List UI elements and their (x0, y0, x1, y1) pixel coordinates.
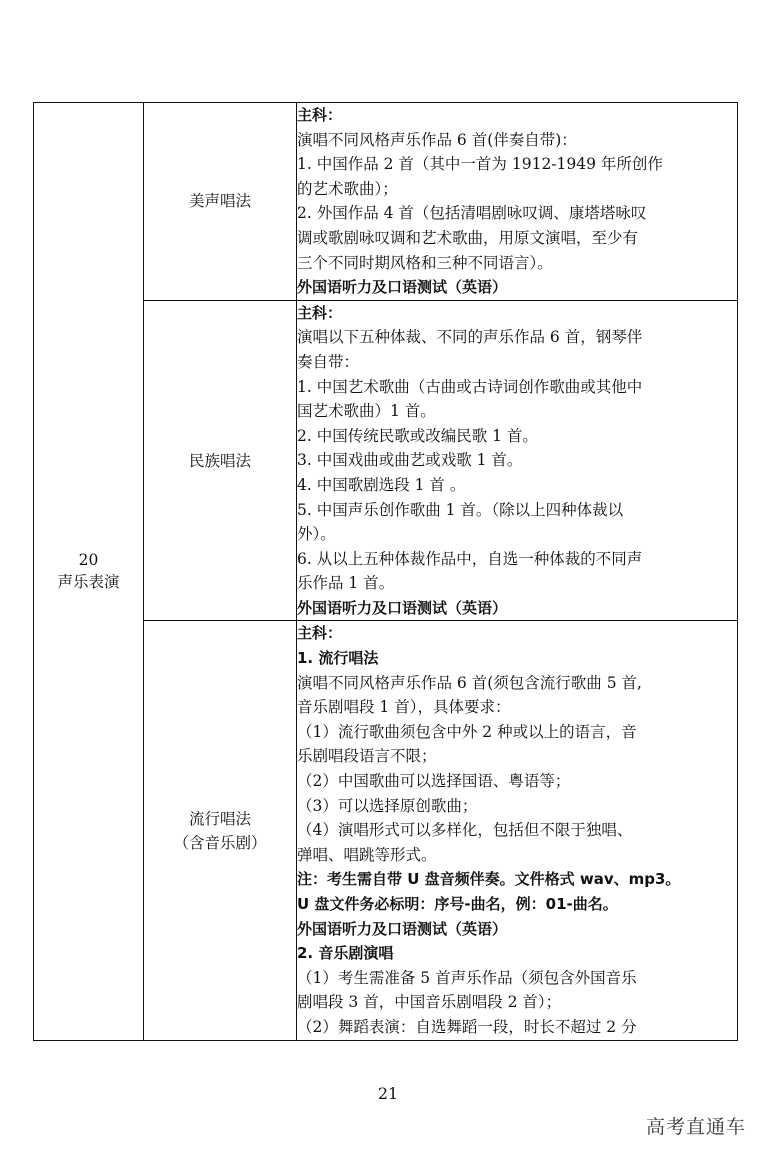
content-line: 国艺术歌曲）1 首。 (297, 402, 436, 421)
content-heading: 注：考生需自带 U 盘音频伴奏。文件格式 wav、mp3。 (297, 870, 681, 889)
content-line: 5. 中国声乐创作歌曲 1 首。（除以上四种体裁以 (297, 500, 624, 519)
content-heading: 1. 流行唱法 (297, 649, 379, 668)
content-line: 外）。 (297, 525, 336, 544)
content-heading: 外国语听力及口语测试（英语） (297, 919, 508, 938)
content-line: 的艺术歌曲）； (297, 179, 398, 198)
content-cell-2 (297, 621, 738, 1040)
content-heading: U 盘文件务必标明：序号-曲名，例：01-曲名。 (297, 895, 618, 913)
content-heading: 主科： (297, 303, 343, 322)
page-number: 21 (377, 1084, 399, 1103)
category-cell-0 (144, 103, 297, 301)
content-line: 6. 从以上五种体裁作品中，自选一种体裁的不同声 (297, 549, 643, 568)
category-cell-2 (144, 621, 297, 1040)
content-heading: 外国语听力及口语测试（英语） (297, 598, 508, 617)
content-heading: 外国语听力及口语测试（英语） (297, 278, 508, 297)
content-line: 剧唱段 3 首，中国音乐剧唱段 2 首）； (297, 993, 562, 1012)
program-cell (34, 103, 144, 1041)
category-label: 美声唱法 (188, 192, 251, 211)
content-line: （4）演唱形式可以多样化，包括但不限于独唱、 (297, 821, 633, 840)
content-heading: 主科： (297, 106, 343, 124)
content-cell-0 (297, 103, 738, 301)
content-line: 奏自带： (297, 352, 360, 371)
content-heading: 2. 音乐剧演唱 (297, 944, 394, 963)
content-line: （2）中国歌曲可以选择国语、粤语等； (297, 772, 571, 791)
content-cell-1 (297, 300, 738, 621)
content-line: 3. 中国戏曲或曲艺或戏歌 1 首。 (297, 451, 523, 470)
content-line: 演唱不同风格声乐作品 6 首(须包含流行歌曲 5 首, (297, 673, 642, 692)
content-line: 演唱以下五种体裁、不同的声乐作品 6 首，钢琴伴 (297, 328, 643, 347)
content-line: 演唱不同风格声乐作品 6 首(伴奏自带)： (297, 130, 577, 149)
category-label: 民族唱法 (188, 451, 251, 470)
content-heading: 主科： (297, 624, 343, 643)
watermark: 高考直通车 (645, 1116, 746, 1138)
content-line: 音乐剧唱段 1 首），具体要求： (297, 698, 511, 717)
content-line: 1. 中国作品 2 首（其中一首为 1912-1949 年所创作 (297, 155, 663, 174)
category-cell-1 (144, 300, 297, 621)
content-line: 4. 中国歌剧选段 1 首 。 (297, 475, 466, 494)
category-label: 流行唱法 (188, 809, 251, 828)
content-line: 1. 中国艺术歌曲（古曲或古诗词创作歌曲或其他中 (297, 377, 643, 396)
content-line: （2）舞蹈表演：自选舞蹈一段，时长不超过 2 分 (297, 1017, 637, 1036)
content-line: （1）考生需准备 5 首声乐作品（须包含外国音乐 (297, 968, 637, 987)
content-line: 乐作品 1 首。 (297, 574, 395, 593)
program-name: 声乐表演 (57, 573, 120, 592)
content-line: 2. 外国作品 4 首（包括清唱剧咏叹调、康塔塔咏叹 (297, 204, 647, 223)
content-line: 乐剧唱段语言不限； (297, 747, 437, 766)
content-line: 弹唱、唱跳等形式。 (297, 845, 437, 864)
content-line: 2. 中国传统民歌或改编民歌 1 首。 (297, 426, 538, 445)
section-row-bel-canto (34, 103, 738, 301)
content-line: （1）流行歌曲须包含中外 2 种或以上的语言，音 (297, 722, 637, 741)
content-line: 三个不同时期风格和三种不同语言）。 (297, 253, 553, 272)
program-number: 20 (78, 551, 99, 570)
content-line: 调或歌剧咏叹调和艺术歌曲，用原文演唱，至少有 (297, 228, 639, 247)
program-table (33, 102, 738, 1041)
content-line: （3）可以选择原创歌曲； (297, 796, 478, 815)
category-label: （含音乐剧） (173, 833, 267, 852)
